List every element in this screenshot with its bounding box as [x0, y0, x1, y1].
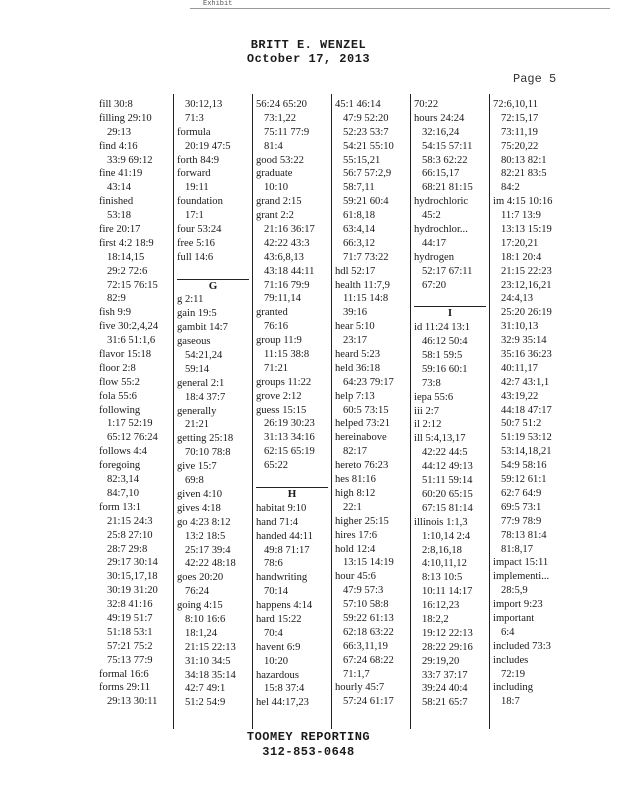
index-entry: 18:4 37:7 — [177, 391, 226, 403]
index-entry: 30:15,17,18 — [99, 571, 158, 583]
index-entry: 73:11,19 — [493, 126, 538, 138]
index-column-2 — [177, 98, 249, 710]
index-entry: 61:8,18 — [335, 210, 376, 222]
index-entry: group 11:9 — [256, 335, 302, 347]
index-entry: getting 25:18 — [177, 433, 234, 445]
index-entry: id 11:24 13:1 — [414, 322, 471, 334]
index-entry: 50:7 51:2 — [493, 418, 542, 430]
index-entry: 40:11,17 — [493, 362, 538, 374]
index-entry: il 2:12 — [414, 419, 442, 431]
index-entry: 65:12 76:24 — [99, 432, 158, 444]
index-entry: 47:9 57:3 — [335, 585, 384, 597]
index-entry: goes 20:20 — [177, 572, 224, 584]
index-entry: 4:10,11,12 — [414, 558, 467, 570]
index-entry: gain 19:5 — [177, 308, 217, 320]
index-entry: going 4:15 — [177, 600, 223, 612]
index-entry: 75:11 77:9 — [256, 126, 310, 138]
index-entry: 70:22 — [414, 99, 439, 110]
index-section-letter: I — [414, 306, 486, 321]
index-entry: flow 55:2 — [99, 376, 140, 388]
index-spacer — [414, 292, 486, 306]
index-entry: implementi... — [493, 571, 550, 583]
column-divider — [252, 94, 253, 729]
index-entry: 71:16 79:9 — [256, 279, 310, 291]
index-entry: follows 4:4 — [99, 446, 147, 458]
index-entry: 71:21 — [256, 362, 289, 374]
index-frame — [95, 94, 570, 729]
index-entry: 34:18 35:14 — [177, 669, 236, 681]
index-entry: 10:11 14:17 — [414, 586, 473, 598]
index-entry: health 11:7,9 — [335, 279, 390, 291]
index-entry: havent 6:9 — [256, 641, 301, 653]
index-column-6 — [493, 98, 565, 709]
index-entry: fish 9:9 — [99, 307, 132, 319]
index-entry: im 4:15 10:16 — [493, 196, 553, 208]
index-entry: 17:20,21 — [493, 237, 539, 249]
index-entry: 30:19 31:20 — [99, 585, 158, 597]
index-entry: 54:15 57:11 — [414, 140, 473, 152]
index-entry: good 53:22 — [256, 154, 304, 166]
index-entry: hourly 45:7 — [335, 682, 385, 694]
index-section-letter: H — [256, 487, 328, 502]
index-entry: handwriting — [256, 572, 308, 584]
reporter-name: TOOMEY REPORTING — [246, 730, 371, 744]
index-entry: 43:18 44:11 — [256, 265, 315, 277]
index-entry: 67:24 68:22 — [335, 654, 394, 666]
index-entry: 42:7 49:1 — [177, 683, 226, 695]
index-entry: 13:2 18:5 — [177, 530, 226, 542]
index-entry: 58:1 59:5 — [414, 350, 463, 362]
index-entry: 8:13 10:5 — [414, 572, 463, 584]
index-entry: 31:13 34:16 — [256, 432, 315, 444]
deponent-name: BRITT E. WENZEL — [250, 38, 367, 52]
index-entry: 51:2 54:9 — [177, 697, 226, 709]
index-entry: given 4:10 — [177, 488, 223, 500]
index-column-1 — [99, 98, 171, 709]
index-entry: 21:15 22:13 — [177, 641, 236, 653]
index-entry: 57:10 58:8 — [335, 599, 389, 611]
index-entry: 57:21 75:2 — [99, 640, 153, 652]
index-entry: 44:18 47:17 — [493, 404, 552, 416]
index-entry: 18:1 20:4 — [493, 251, 542, 263]
index-entry: 23:12,16,21 — [493, 279, 552, 291]
index-entry: following — [99, 404, 141, 416]
index-entry: finished — [99, 196, 134, 208]
index-entry: 73:8 — [414, 377, 441, 389]
index-entry: 26:19 30:23 — [256, 418, 315, 430]
index-entry: 22:1 — [335, 501, 362, 513]
index-entry: 10:10 — [256, 182, 289, 194]
index-entry: hydrochlor... — [414, 224, 468, 236]
index-entry: 29:19,20 — [414, 655, 460, 667]
index-entry: gives 4:18 — [177, 502, 221, 514]
index-entry: 70:4 — [256, 627, 283, 639]
index-entry: 19:12 22:13 — [414, 627, 473, 639]
index-entry: 39:16 — [335, 307, 368, 319]
index-entry: 33:7 37:17 — [414, 669, 468, 681]
index-entry: hes 81:16 — [335, 474, 376, 486]
index-entry: 58:7,11 — [335, 182, 375, 194]
index-entry: hires 17:6 — [335, 529, 378, 541]
index-entry: 30:12,13 — [177, 99, 223, 110]
index-entry: 23:17 — [335, 335, 368, 347]
index-entry: hel 44:17,23 — [256, 697, 309, 709]
page-label: Page 5 — [513, 72, 557, 86]
index-entry: 54:9 58:16 — [493, 460, 547, 472]
index-entry: 66:15,17 — [414, 168, 460, 180]
index-entry: fire 20:17 — [99, 224, 141, 236]
index-entry: 32:9 35:14 — [493, 335, 547, 347]
index-entry: 69:8 — [177, 475, 204, 487]
index-entry: impact 15:11 — [493, 557, 549, 569]
index-entry: heard 5:23 — [335, 349, 381, 361]
index-entry: 56:24 65:20 — [256, 99, 307, 110]
index-entry: 29:13 30:11 — [99, 696, 158, 708]
index-entry: illinois 1:1,3 — [414, 516, 468, 528]
index-entry: hold 12:4 — [335, 543, 376, 555]
index-entry: filling 29:10 — [99, 112, 152, 124]
index-entry: 58:3 62:22 — [414, 154, 468, 166]
index-entry: 32:16,24 — [414, 126, 460, 138]
index-entry: full 14:6 — [177, 251, 214, 263]
index-entry: 75:13 77:9 — [99, 654, 153, 666]
index-entry: 42:7 43:1,1 — [493, 376, 550, 388]
index-entry: higher 25:15 — [335, 515, 389, 527]
index-entry: habitat 9:10 — [256, 502, 307, 514]
index-entry: 10:20 — [256, 655, 289, 667]
index-entry: 59:12 61:1 — [493, 474, 547, 486]
index-entry: fola 55:6 — [99, 390, 137, 402]
index-entry: 19:11 — [177, 182, 209, 194]
index-entry: 70:10 78:8 — [177, 447, 231, 459]
index-column-4 — [335, 98, 407, 709]
index-entry: 18:1,24 — [177, 627, 218, 639]
index-entry: included 73:3 — [493, 640, 551, 652]
index-entry: find 4:16 — [99, 140, 138, 152]
index-entry: 52:17 67:11 — [414, 265, 473, 277]
index-entry: give 15:7 — [177, 461, 217, 473]
index-entry: 49:8 71:17 — [256, 544, 310, 556]
index-entry: 58:21 65:7 — [414, 697, 468, 709]
index-entry: high 8:12 — [335, 487, 376, 499]
index-entry: handed 44:11 — [256, 530, 313, 542]
index-entry: grove 2:12 — [256, 390, 302, 402]
index-entry: 13:13 15:19 — [493, 224, 552, 236]
top-rule — [190, 8, 610, 9]
index-entry: 66:3,12 — [335, 237, 376, 249]
index-entry: fill 30:8 — [99, 99, 133, 110]
index-entry: 44:12 49:13 — [414, 461, 473, 473]
index-entry: gaseous — [177, 336, 211, 348]
index-entry: 45:2 — [414, 210, 441, 222]
index-entry: 24:4,13 — [493, 293, 534, 305]
index-entry: 25:17 39:4 — [177, 544, 231, 556]
index-entry: 57:24 61:17 — [335, 696, 394, 708]
index-entry: happens 4:14 — [256, 600, 313, 612]
index-entry: 82:3,14 — [99, 474, 140, 486]
index-entry: 56:7 57:2,9 — [335, 168, 392, 180]
index-entry: hazardous — [256, 669, 299, 681]
index-entry: 25:20 26:19 — [493, 307, 552, 319]
index-entry: form 13:1 — [99, 501, 142, 513]
index-entry: general 2:1 — [177, 377, 225, 389]
index-entry: 16:12,23 — [414, 600, 460, 612]
index-entry: guess 15:15 — [256, 404, 307, 416]
index-entry: 76:16 — [256, 321, 289, 333]
index-entry: forms 29:11 — [99, 682, 151, 694]
index-entry: 72:19 — [493, 668, 526, 680]
index-entry: 20:19 47:5 — [177, 140, 231, 152]
index-entry: 63:4,14 — [335, 224, 376, 236]
index-entry: 11:15 14:8 — [335, 293, 389, 305]
index-entry: important — [493, 612, 535, 624]
index-entry: 60:5 73:15 — [335, 404, 389, 416]
deposition-date: October 17, 2013 — [246, 52, 371, 66]
index-entry: 67:15 81:14 — [414, 502, 473, 514]
index-entry: held 36:18 — [335, 362, 381, 374]
index-entry: 84:7,10 — [99, 487, 140, 499]
index-entry: foundation — [177, 196, 223, 208]
index-entry: 1:17 52:19 — [99, 418, 153, 430]
index-entry: hydrochloric — [414, 196, 469, 208]
index-entry: 62:7 64:9 — [493, 487, 542, 499]
index-entry: 64:23 79:17 — [335, 376, 394, 388]
index-column-5 — [414, 98, 486, 710]
index-entry: 35:16 36:23 — [493, 349, 552, 361]
index-entry: foregoing — [99, 460, 141, 472]
index-entry: 15:8 37:4 — [256, 683, 305, 695]
index-entry: 21:21 — [177, 419, 210, 431]
top-stamp: Exhibit — [203, 0, 233, 8]
index-entry: 72:6,10,11 — [493, 99, 538, 110]
index-entry: formal 16:6 — [99, 668, 149, 680]
index-entry: 73:1,22 — [256, 112, 297, 124]
index-entry: 42:22 43:3 — [256, 237, 310, 249]
index-entry: iepa 55:6 — [414, 391, 454, 403]
index-entry: 65:22 — [256, 460, 289, 472]
index-entry: 18:7 — [493, 696, 520, 708]
index-entry: gambit 14:7 — [177, 322, 228, 334]
index-entry: helped 73:21 — [335, 418, 391, 430]
index-entry: 71:1,7 — [335, 668, 370, 680]
index-entry: hour 45:6 — [335, 571, 376, 583]
index-entry: 84:2 — [493, 182, 520, 194]
index-entry: fine 41:19 — [99, 168, 143, 180]
index-entry: 33:9 69:12 — [99, 154, 153, 166]
index-entry: 28:22 29:16 — [414, 641, 473, 653]
index-entry: 11:15 38:8 — [256, 349, 310, 361]
index-entry: 29:2 72:6 — [99, 265, 148, 277]
index-entry: 79:11,14 — [256, 293, 301, 305]
index-entry: iii 2:7 — [414, 405, 440, 417]
index-entry: 31:6 51:1,6 — [99, 335, 156, 347]
index-entry: 59:21 60:4 — [335, 196, 389, 208]
index-entry: 6:4 — [493, 626, 515, 638]
index-entry: free 5:16 — [177, 237, 215, 249]
index-entry: 60:20 65:15 — [414, 488, 473, 500]
index-entry: 68:21 81:15 — [414, 182, 473, 194]
index-entry: 43:19,22 — [493, 390, 539, 402]
index-entry: forth 84:9 — [177, 154, 220, 166]
index-entry: 78:6 — [256, 558, 283, 570]
index-entry: grand 2:15 — [256, 196, 302, 208]
index-entry: help 7:13 — [335, 390, 375, 402]
index-entry: 59:22 61:13 — [335, 612, 394, 624]
index-entry: 31:10,13 — [493, 321, 539, 333]
index-entry: 2:8,16,18 — [414, 544, 462, 556]
index-entry: hand 71:4 — [256, 516, 299, 528]
index-entry: 76:24 — [177, 586, 210, 598]
index-entry: 21:15 22:23 — [493, 265, 552, 277]
index-entry: 13:15 14:19 — [335, 557, 394, 569]
index-entry: 70:14 — [256, 586, 289, 598]
index-entry: 31:10 34:5 — [177, 655, 231, 667]
index-entry: 47:9 52:20 — [335, 112, 389, 124]
index-entry: 82:9 — [99, 293, 126, 305]
index-entry: hdl 52:17 — [335, 265, 376, 277]
index-entry: granted — [256, 307, 288, 319]
index-entry: 18:14,15 — [99, 251, 145, 263]
index-entry: 54:21,24 — [177, 350, 223, 362]
index-entry: graduate — [256, 168, 293, 180]
index-entry: grant 2:2 — [256, 210, 294, 222]
index-entry: 32:8 41:16 — [99, 599, 153, 611]
index-entry: 67:20 — [414, 279, 447, 291]
index-entry: five 30:2,4,24 — [99, 321, 159, 333]
index-entry: 45:1 46:14 — [335, 99, 381, 110]
index-entry: 44:17 — [414, 237, 447, 249]
index-entry: go 4:23 8:12 — [177, 516, 231, 528]
index-entry: 71:3 — [177, 112, 204, 124]
index-entry: 52:23 53:7 — [335, 126, 389, 138]
index-entry: 28:5,9 — [493, 585, 528, 597]
index-entry: 62:18 63:22 — [335, 626, 394, 638]
index-entry: 18:2,2 — [414, 613, 449, 625]
index-entry: 55:15,21 — [335, 154, 381, 166]
index-entry: 82:21 83:5 — [493, 168, 547, 180]
index-entry: 11:7 13:9 — [493, 210, 541, 222]
index-entry: 49:19 51:7 — [99, 612, 153, 624]
index-entry: 82:17 — [335, 446, 368, 458]
column-divider — [173, 94, 174, 729]
index-entry: 53:14,18,21 — [493, 446, 552, 458]
index-entry: 78:13 81:4 — [493, 529, 547, 541]
index-entry: 53:18 — [99, 210, 132, 222]
index-entry: forward — [177, 168, 211, 180]
index-entry: 81:8,17 — [493, 543, 534, 555]
index-entry: hereto 76:23 — [335, 460, 389, 472]
index-entry: 72:15 76:15 — [99, 279, 158, 291]
index-entry: import 9:23 — [493, 599, 543, 611]
index-entry: floor 2:8 — [99, 362, 136, 374]
index-entry: includes — [493, 654, 529, 666]
index-entry: hours 24:24 — [414, 112, 465, 124]
index-entry: 17:1 — [177, 210, 204, 222]
index-entry: 42:22 44:5 — [414, 447, 468, 459]
index-entry: 21:15 24:3 — [99, 515, 153, 527]
index-entry: 51:19 53:12 — [493, 432, 552, 444]
column-divider — [410, 94, 411, 729]
index-entry: 8:10 16:6 — [177, 613, 226, 625]
index-entry: 62:15 65:19 — [256, 446, 315, 458]
index-entry: 59:16 60:1 — [414, 363, 468, 375]
index-entry: ill 5:4,13,17 — [414, 433, 466, 445]
index-entry: 43:14 — [99, 182, 132, 194]
index-entry: 25:8 27:10 — [99, 529, 153, 541]
index-entry: 75:20,22 — [493, 140, 539, 152]
index-entry: 21:16 36:17 — [256, 224, 315, 236]
index-entry: 66:3,11,19 — [335, 640, 388, 652]
index-spacer — [177, 265, 249, 279]
index-entry: 51:18 53:1 — [99, 626, 153, 638]
index-column-3 — [256, 98, 328, 710]
reporter-phone: 312-853-0648 — [262, 745, 355, 759]
index-entry: formula — [177, 126, 211, 138]
index-entry: 59:14 — [177, 363, 210, 375]
index-entry: hydrogen — [414, 251, 455, 263]
index-entry: 69:5 73:1 — [493, 501, 542, 513]
index-entry: 54:21 55:10 — [335, 140, 394, 152]
index-spacer — [256, 473, 328, 487]
index-entry: 72:15,17 — [493, 112, 539, 124]
index-entry: hear 5:10 — [335, 321, 375, 333]
index-entry: hereinabove — [335, 432, 387, 444]
index-entry: 77:9 78:9 — [493, 515, 542, 527]
index-entry: including — [493, 682, 534, 694]
index-entry: 39:24 40:4 — [414, 683, 468, 695]
index-entry: 29:17 30:14 — [99, 557, 158, 569]
index-entry: 43:6,8,13 — [256, 251, 304, 263]
index-entry: hard 15:22 — [256, 613, 302, 625]
index-entry: 81:4 — [256, 140, 283, 152]
index-entry: g 2:11 — [177, 294, 204, 306]
index-entry: 28:7 29:8 — [99, 543, 148, 555]
index-entry: generally — [177, 405, 217, 417]
index-entry: first 4:2 18:9 — [99, 237, 154, 249]
column-divider — [489, 94, 490, 729]
index-entry: groups 11:22 — [256, 376, 312, 388]
index-entry: flavor 15:18 — [99, 349, 152, 361]
index-entry: 71:7 73:22 — [335, 251, 389, 263]
index-entry: 42:22 48:18 — [177, 558, 236, 570]
index-entry: 51:11 59:14 — [414, 475, 473, 487]
column-divider — [331, 94, 332, 729]
index-entry: 1:10,14 2:4 — [414, 530, 471, 542]
index-entry: four 53:24 — [177, 224, 222, 236]
index-entry: 29:13 — [99, 126, 132, 138]
index-entry: 46:12 50:4 — [414, 336, 468, 348]
index-entry: 80:13 82:1 — [493, 154, 547, 166]
index-section-letter: G — [177, 279, 249, 294]
